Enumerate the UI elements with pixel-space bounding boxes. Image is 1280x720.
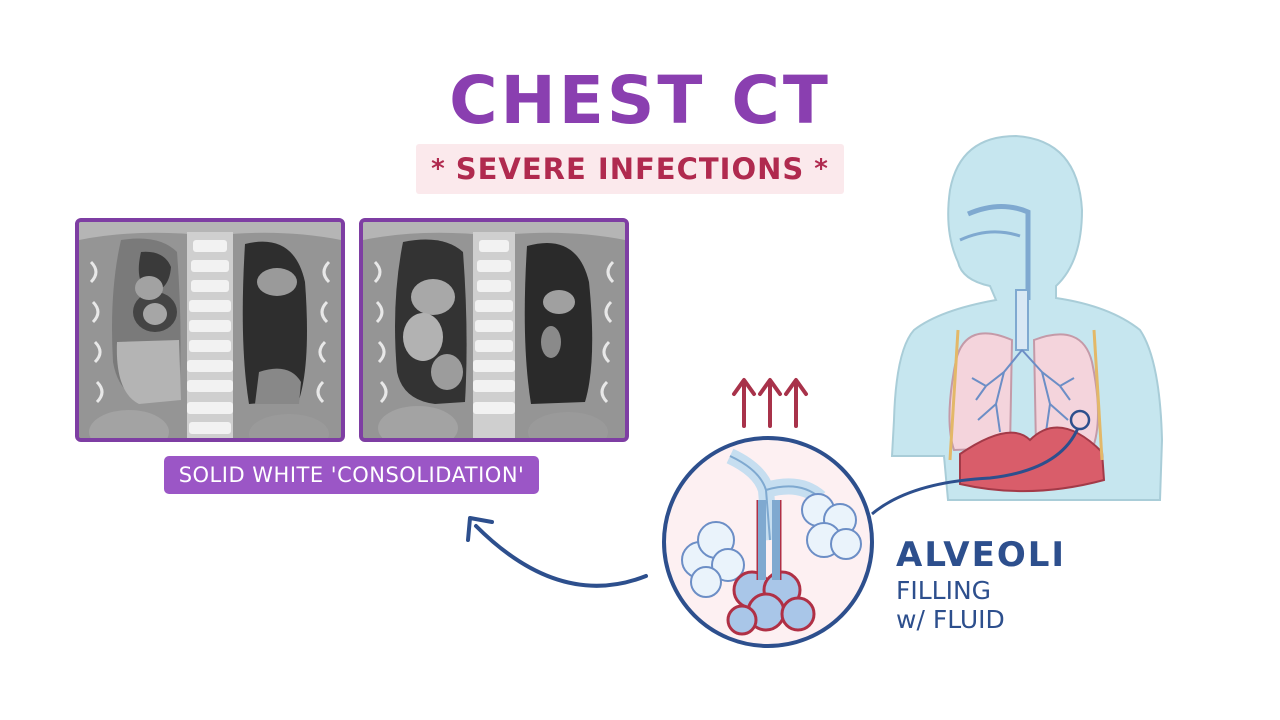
curved-arrow-icon (468, 518, 646, 586)
star-icon-right: * (814, 154, 829, 184)
alveoli-title: ALVEOLI (896, 535, 1067, 575)
alveoli-line2: w/ FLUID (896, 605, 1005, 634)
alveoli-line1: FILLING (896, 576, 992, 605)
alveoli-icon (664, 438, 872, 646)
star-icon-left: * (431, 154, 446, 184)
increase-arrows-icon (734, 380, 806, 426)
page-title: CHEST CT (449, 62, 831, 139)
consolidation-caption: SOLID WHITE 'CONSOLIDATION' (164, 456, 539, 494)
subtitle-text: SEVERE INFECTIONS (455, 152, 805, 186)
alveoli-subtitle (896, 576, 1005, 634)
